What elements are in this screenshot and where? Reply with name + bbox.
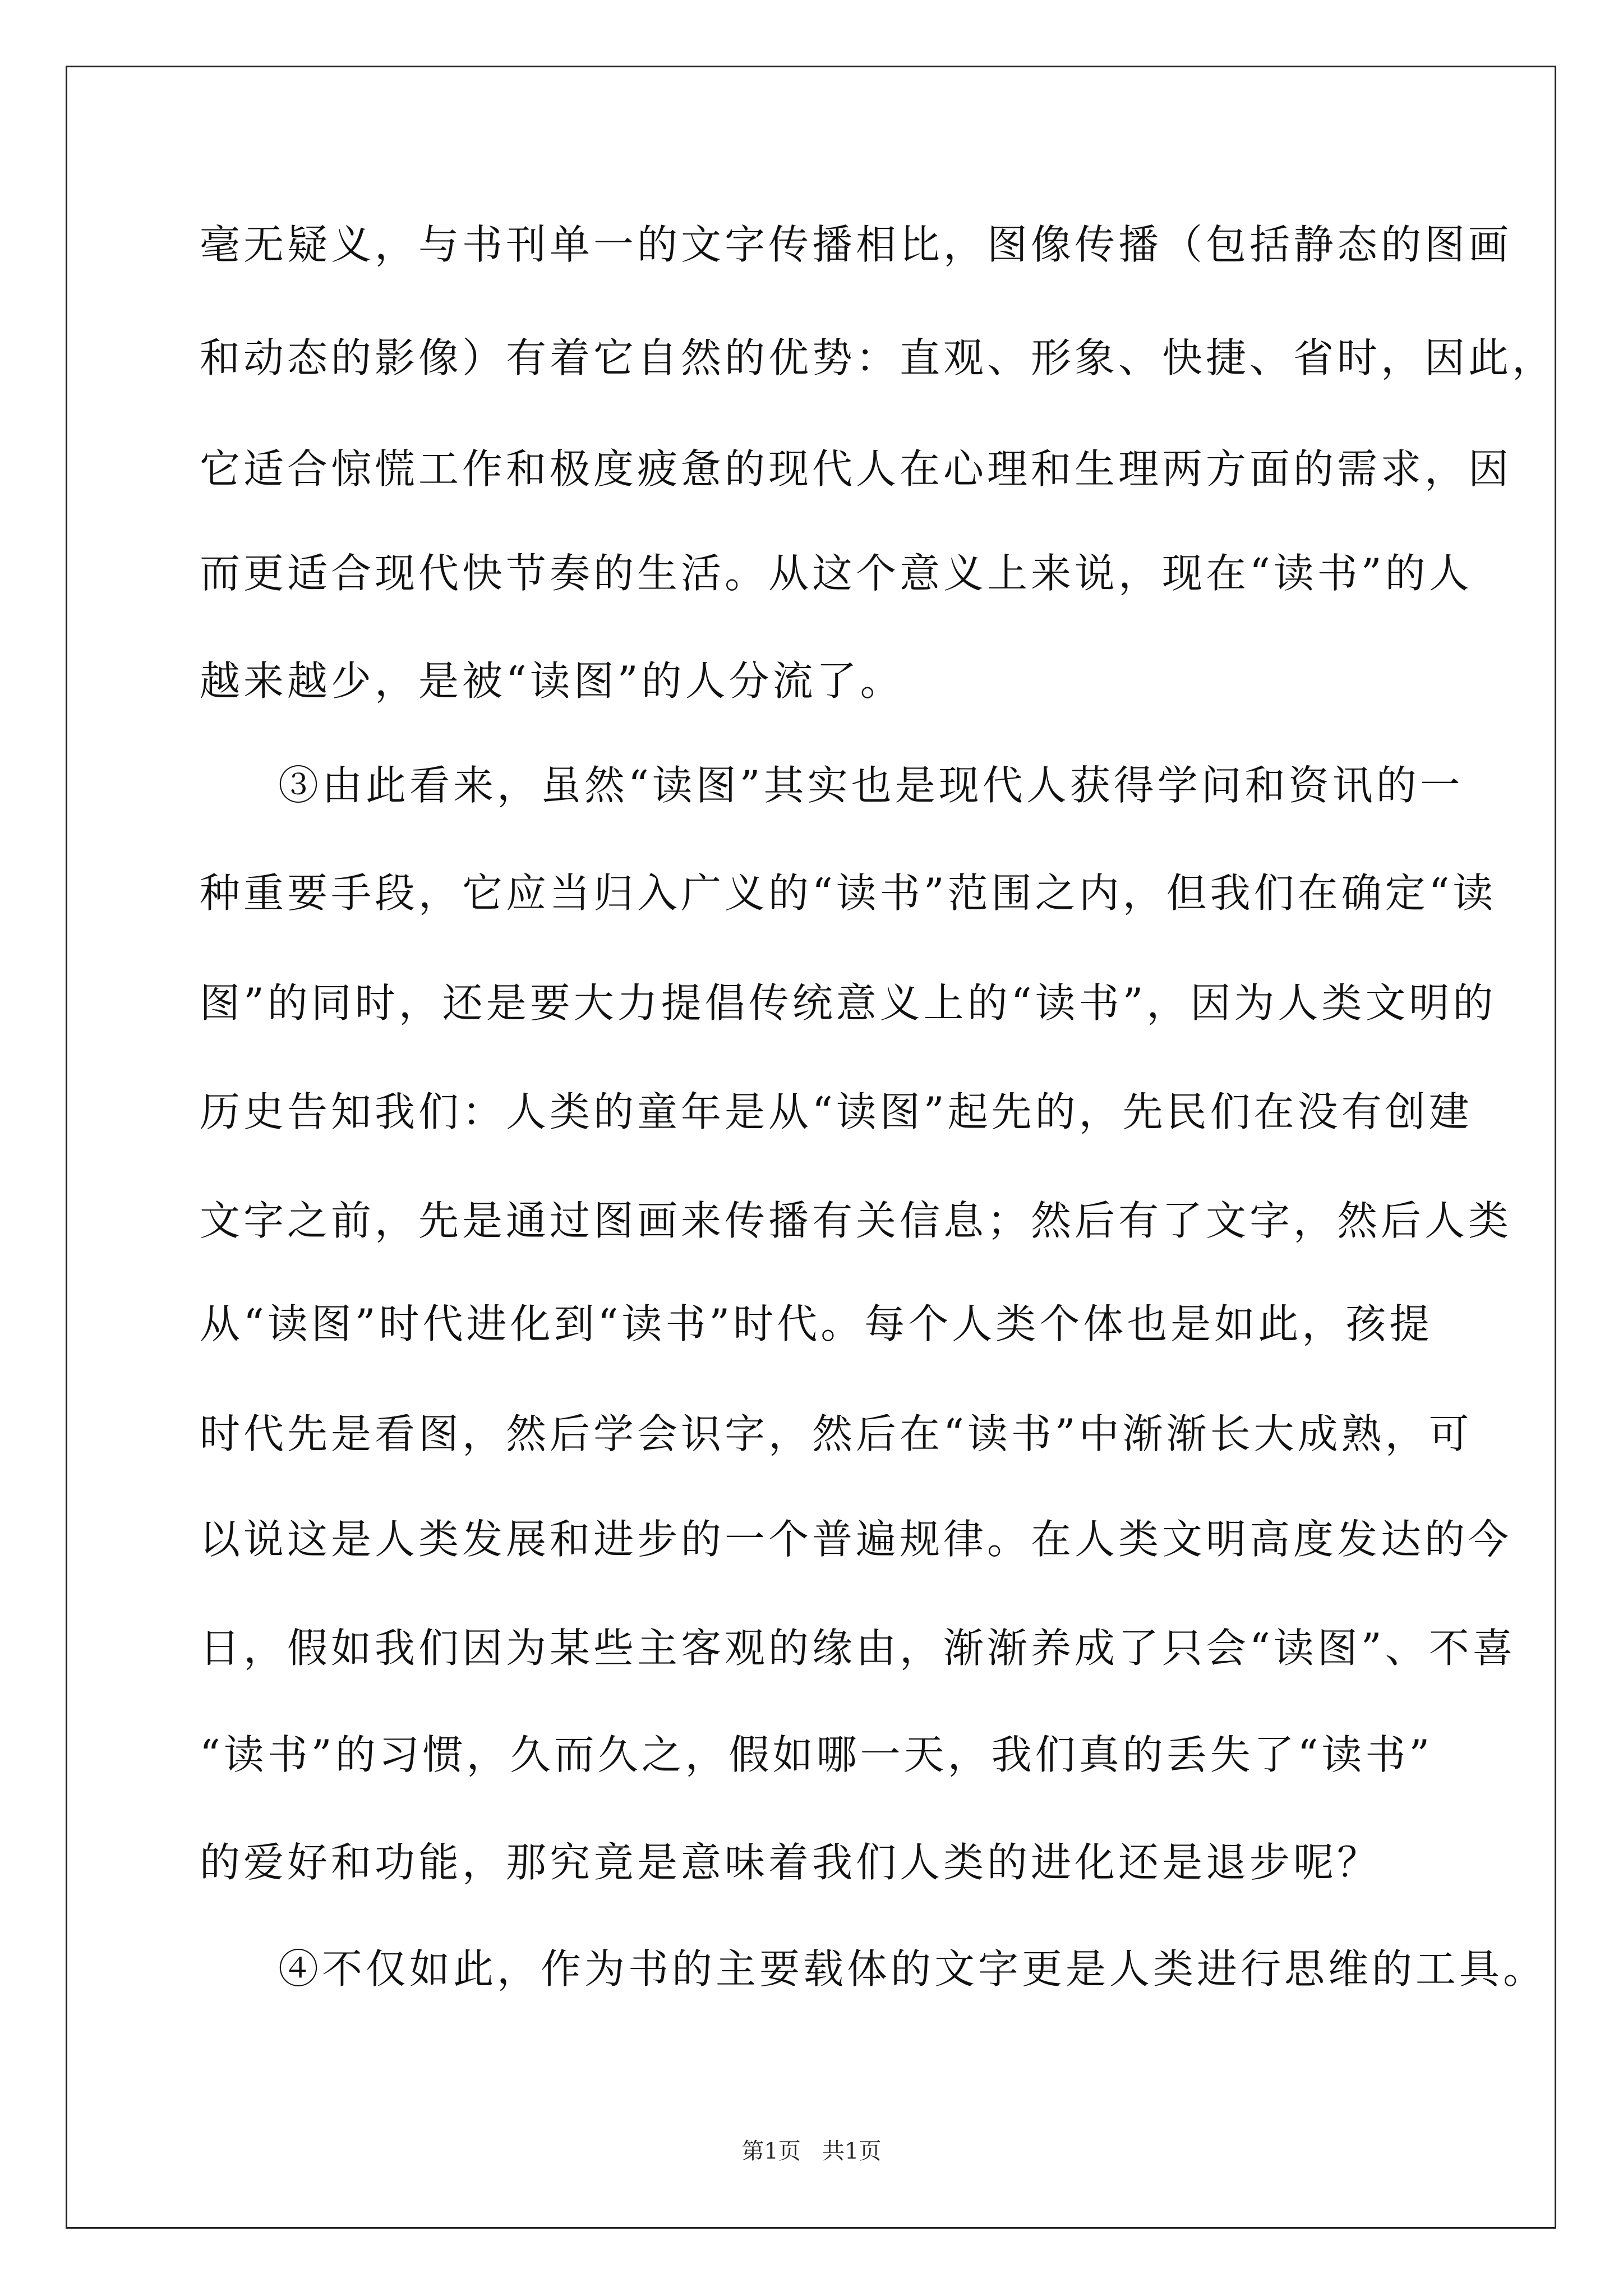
paragraph-line: 图”的同时，还是要大力提倡传统意义上的“读书”，因为人类文明的: [200, 979, 1497, 1027]
paragraph-line: 和动态的影像）有着它自然的优势：直观、形象、快捷、省时，因此，: [200, 334, 1556, 381]
paragraph-line: 历史告知我们：人类的童年是从“读图”起先的，先民们在没有创建: [200, 1088, 1473, 1135]
paragraph-line: 从“读图”时代进化到“读书”时代。每个人类个体也是如此，孩提: [200, 1300, 1433, 1347]
paragraph-line: 文字之前，先是通过图画来传播有关信息；然后有了文字，然后人类: [200, 1197, 1513, 1244]
paragraph-line: 而更适合现代快节奏的生活。从这个意义上来说，现在“读书”的人: [200, 550, 1473, 597]
paragraph-line: 种重要手段，它应当归入广义的“读书”范围之内，但我们在确定“读: [200, 869, 1497, 917]
page-number-footer: 第1页 共1页: [741, 2138, 882, 2164]
paragraph-line: 时代先是看图，然后学会识字，然后在“读书”中渐渐长大成熟，可: [200, 1410, 1473, 1457]
paragraph-line: 毫无疑义，与书刊单一的文字传播相比，图像传播（包括静态的图画: [200, 221, 1513, 268]
paragraph-line: ③由此看来，虽然“读图”其实也是现代人获得学问和资讯的一: [278, 762, 1464, 809]
paragraph-line: 越来越少，是被“读图”的人分流了。: [200, 657, 904, 705]
paragraph-line: “读书”的习惯，久而久之，假如哪一天，我们真的丢失了“读书”: [200, 1731, 1433, 1778]
paragraph-line: 日，假如我们因为某些主客观的缘由，渐渐养成了只会“读图”、不喜: [200, 1625, 1516, 1672]
paragraph-line: 它适合惊慌工作和极度疲惫的现代人在心理和生理两方面的需求，因: [200, 445, 1513, 493]
paragraph-line: 以说这是人类发展和进步的一个普遍规律。在人类文明高度发达的今: [200, 1516, 1513, 1563]
paragraph-line: 的爱好和功能，那究竟是意味着我们人类的进化还是退步呢？: [200, 1839, 1381, 1886]
paragraph-line: ④不仅如此，作为书的主要载体的文字更是人类进行思维的工具。: [278, 1945, 1547, 1993]
page-border: [66, 66, 1556, 2229]
